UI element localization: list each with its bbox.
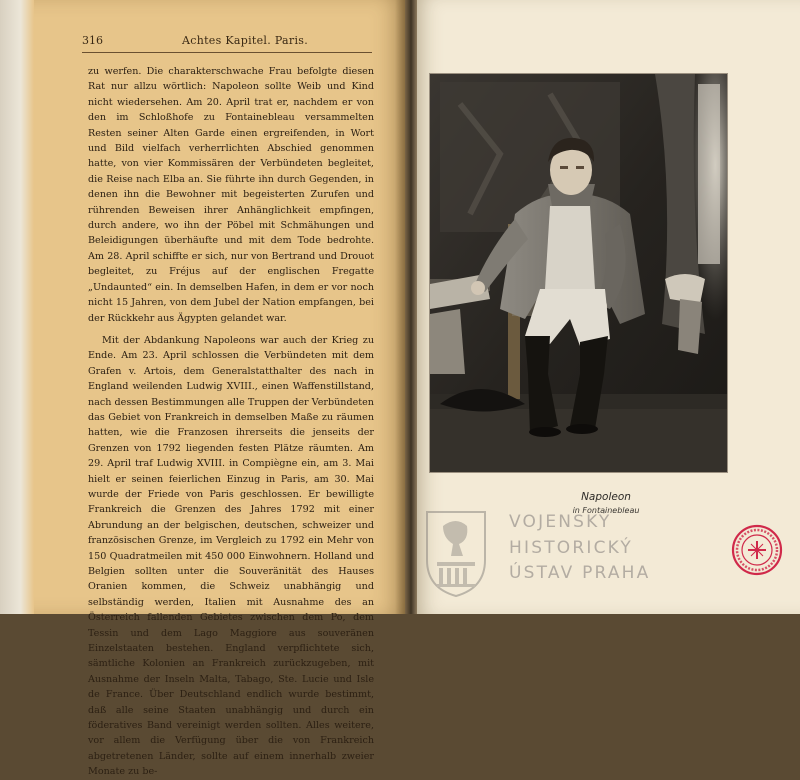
- watermark-line-3: ÚSTAV PRAHA: [509, 563, 651, 583]
- watermark-line-2: HISTORICKÝ: [509, 538, 633, 558]
- library-stamp-icon: [731, 524, 783, 576]
- book-gutter: [405, 0, 417, 614]
- chapter-title: Achtes Kapitel. Paris.: [182, 34, 309, 47]
- watermark-line-1: VOJENSKÝ: [509, 512, 612, 532]
- running-head: [82, 34, 372, 50]
- right-page: [417, 0, 800, 614]
- body-text: [88, 64, 374, 780]
- paragraph-2: Mit der Abdankung Napoleons war auch der Krieg zu Ende. Am 23. April schlossen die Verbündeten mit dem Grafen v. Artois, dem Generalstatthalter des nach in England weilenden Ludwig XVIII., einen Waffenstillstand, nach dessen Bestimmungen alle Truppen der Verbündeten das Gebiet von Frankreich in demselben Maße zu räumen hatten, wie die Franzosen ihrerseits die jenseits der Grenzen von 1792 liegenden festen Plätze räumten. Am 29. April traf Ludwig XVIII. in Compiègne ein, am 3. Mai hielt er seinen feierlichen Einzug in Paris, am 30. Mai wurde der Friede von Paris geschlossen. Er bewilligte Frankreich die Grenzen des Jahres 1792 mit einer Abrundung an der belgischen, deutschen, schweizer und französischen Grenze, im Vergleich zu 1792 ein Mehr von 150 Quadratmeilen mit 450 000 Einwohnern. Holland und Belgien sollten unter die Souveränität des Hauses Oranien kommen, die Schweiz unabhängig und selbständig werden, Italien mit Ausnahme des an Österreich fallenden Gebietes zwischen dem Po, dem Tessin und dem Lago Maggiore aus souveränen Einzelstaaten bestehen. England verpflichtete sich, sämtliche Kolonien an Frankreich zurückzugeben, mit Ausnahme der Inseln Malta, Tabago, Ste. Lucie und Isle de France. Über Deutschland endlich wurde bestimmt, daß alle seine Staaten unabhängig und durch ein föderatives Band vereinigt werden sollten. Alles weitere, vor allem die Verfügung über die von Frankreich abgetretenen Länder, sollte auf einem innerhalb zweier Monate zu be-: [88, 334, 374, 778]
- napoleon-portrait-plate: [429, 73, 728, 473]
- header-rule: [82, 52, 372, 53]
- caption-subtitle: in Fontainebleau: [572, 506, 640, 515]
- napoleon-portrait-image: [430, 74, 727, 472]
- institute-emblem-icon: [423, 508, 489, 600]
- paragraph-1: zu werfen. Die charakterschwache Frau befolgte diesen Rat nur allzu wörtlich: Napoleon sollte Weib und Kind nicht wiedersehen. Am 20. April trat er, nachdem er von den im Schloßhofe zu Fontainebleau versammelten Resten seiner Alten Garde einen ergreifenden, in Wort und Bild vielfach verherrlichten Abschied genommen hatte, von vier Kommissären der Verbündeten begleitet, die Reise nach Elba an. Sie führte ihn durch Gegenden, in denen ihn die Bewohner mit begeisterten Zurufen und rührenden Beweisen ihrer Anhänglichkeit empfingen, durch andere, wo ihn der Pöbel mit Schmähungen und Beleidigungen überhäufte und mit dem Tode bedrohte. Am 28. April schiffte er sich, nur von Bertrand und Drouot begleitet, zu Fréjus auf der englischen Fregatte „Undaunted“ ein. In demselben Hafen, in dem er vor noch nicht 15 Jahren, von dem Jubel der Nation empfangen, bei der Rückkehr aus Ägypten gelandet war.: [88, 66, 374, 324]
- page-number: 316: [82, 34, 103, 47]
- caption-title: Napoleon: [581, 491, 631, 503]
